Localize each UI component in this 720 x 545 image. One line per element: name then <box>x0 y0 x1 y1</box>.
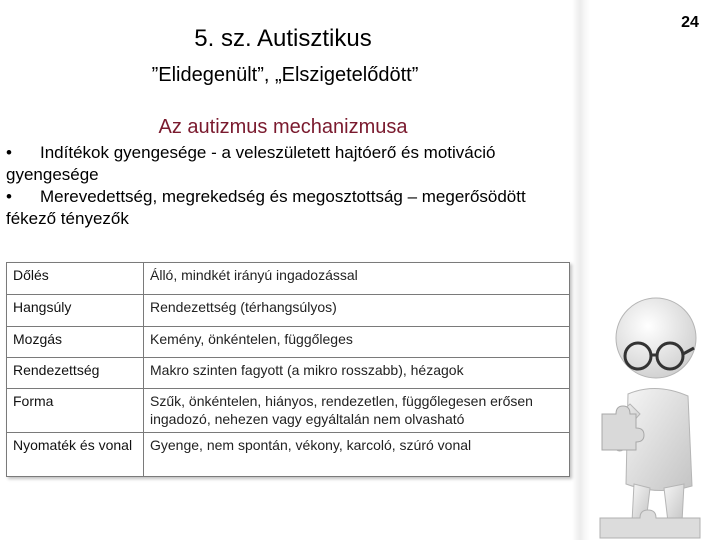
bullet-item <box>6 186 566 230</box>
bullet-text: Indítékok gyengesége - a veleszületett hajtóerő és motiváció gyengesége <box>6 143 496 184</box>
row-label: Mozgás <box>7 327 144 358</box>
row-value: Rendezettség (térhangsúlyos) <box>144 295 570 327</box>
slide-subtitle: ”Elidegenült”, „Elszigetelődött” <box>151 64 419 86</box>
bullet-list <box>6 142 566 230</box>
bullet-item <box>6 142 566 186</box>
page-number: 24 <box>681 14 699 31</box>
section-heading: Az autizmus mechanizmusa <box>158 116 408 138</box>
table-row <box>7 433 570 477</box>
mechanism-table <box>6 262 570 477</box>
table-row <box>7 263 570 295</box>
row-label: Rendezettség <box>7 358 144 389</box>
table-row <box>7 295 570 327</box>
row-value: Gyenge, nem spontán, vékony, karcoló, szúró vonal <box>144 433 570 477</box>
bullet-marker: • <box>6 187 12 206</box>
bullet-text: Merevedettség, megrekedség és megosztottság – megerősödött fékező tényezők <box>6 187 526 228</box>
row-label: Forma <box>7 389 144 433</box>
row-value: Makro szinten fagyott (a mikro rosszabb), hézagok <box>144 358 570 389</box>
row-label: Nyomaték és vonal <box>7 433 144 477</box>
table-row <box>7 358 570 389</box>
row-value: Kemény, önkéntelen, függőleges <box>144 327 570 358</box>
table-row <box>7 389 570 433</box>
bullet-marker: • <box>6 143 12 162</box>
thinking-figure-with-puzzle-icon <box>588 286 720 540</box>
row-value: Álló, mindkét irányú ingadozással <box>144 263 570 295</box>
row-value: Szűk, önkéntelen, hiányos, rendezetlen, függőlegesen erősen ingadozó, nehezen vagy egyáltalán nem olvasható <box>144 389 570 433</box>
row-label: Hangsúly <box>7 295 144 327</box>
slide-title: 5. sz. Autisztikus <box>194 25 372 52</box>
table-row <box>7 327 570 358</box>
row-label: Dőlés <box>7 263 144 295</box>
